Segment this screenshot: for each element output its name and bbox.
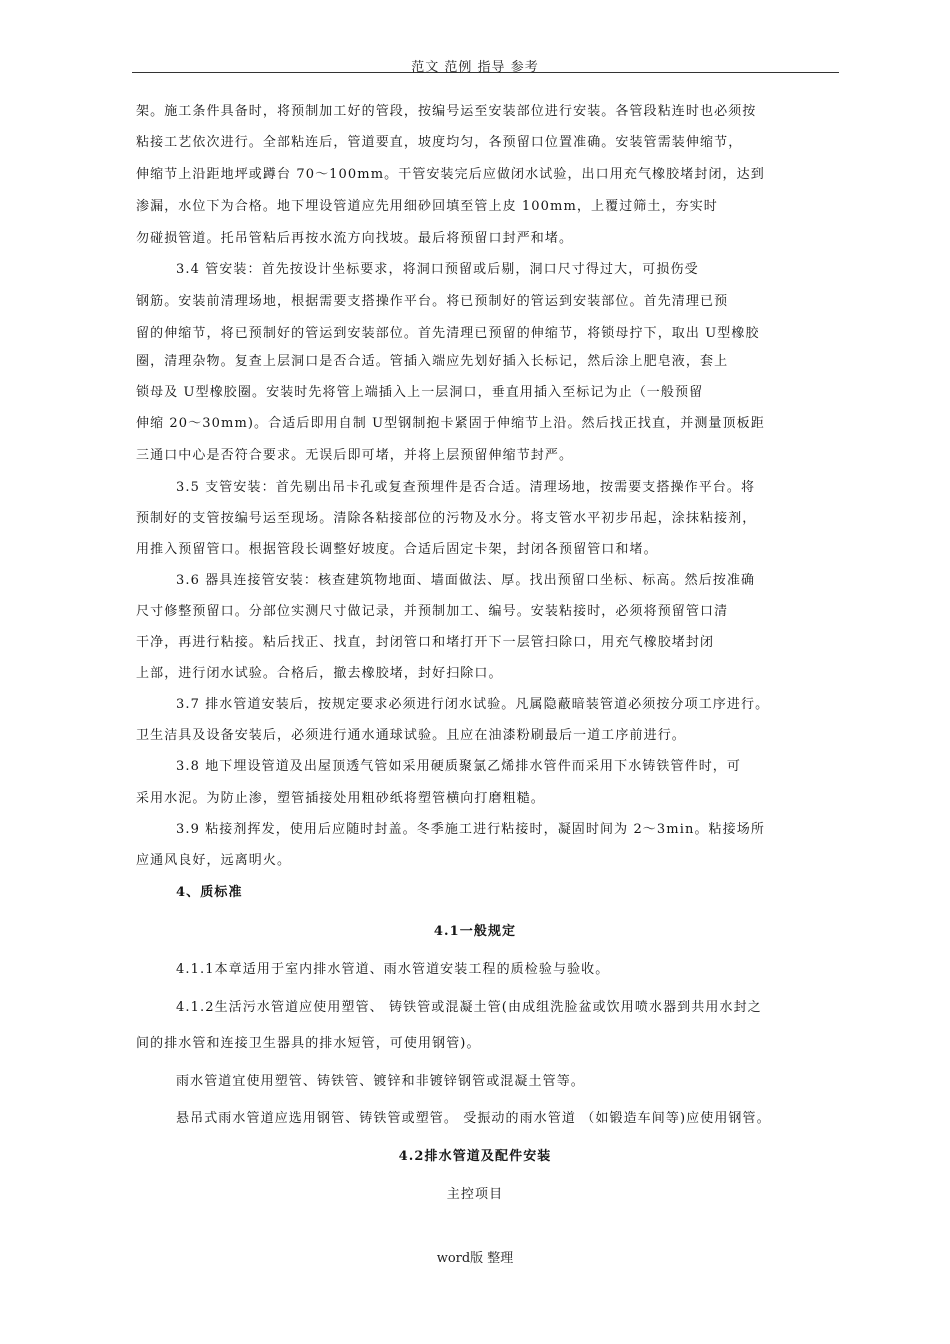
- text-line: 粘接工艺依次进行。全部粘连后，管道要直，坡度均匀，各预留口位置准确。安装管需装伸缩节，: [136, 135, 743, 150]
- text-line: 4.1.1本章适用于室内排水管道、雨水管道安装工程的质检验与验收。: [176, 962, 610, 977]
- text-line: 三通口中心是否符合要求。无误后即可堵，并将上层预留伸缩节封严。: [136, 448, 574, 463]
- text-line: 架。施工条件具备时，将预制加工好的管段，按编号运至安装部位进行安装。各管段粘连时也必须按: [136, 104, 757, 119]
- text-line: 雨水管道宜使用塑管、铸铁管、镀锌和非镀锌钢管或混凝土管等。: [176, 1074, 585, 1089]
- text-line: 锁母及 U型橡胶圈。安装时先将管上端插入上一层洞口，垂直用插入至标记为止（一般预留: [136, 385, 704, 400]
- text-line: 3.9 粘接剂挥发，使用后应随时封盖。冬季施工进行粘接时，凝固时间为 2～3min。粘接场所: [176, 822, 765, 837]
- text-line: 勿碰损管道。托吊管粘后再按水流方向找坡。最后将预留口封严和堵。: [136, 231, 574, 246]
- text-line: 伸缩节上沿距地坪或蹲台 70～100mm。干管安装完后应做闭水试验，出口用充气橡胶堵封闭，达到: [136, 167, 765, 182]
- text-line: 钢筋。安装前清理场地，根据需要支搭操作平台。将已预制好的管运到安装部位。首先清理已预: [136, 294, 729, 309]
- text-line: 3.5 支管安装：首先剔出吊卡孔或复查预埋件是否合适。清理场地，按需要支搭操作平台。将: [176, 480, 756, 495]
- text-line: 干净，再进行粘接。粘后找正、找直，封闭管口和堵打开下一层管扫除口，用充气橡胶堵封闭: [136, 635, 715, 650]
- subsection-label: 主控项目: [446, 1187, 504, 1202]
- text-line: 尺寸修整预留口。分部位实测尺寸做记录，并预制加工、编号。安装粘接时，必须将预留管口清: [136, 604, 729, 619]
- text-line: 卫生洁具及设备安装后，必须进行通水通球试验。且应在油漆粉刷最后一道工序前进行。: [136, 728, 686, 743]
- text-line: 留的伸缩节，将已预制好的管运到安装部位。首先清理已预留的伸缩节，将锁母拧下，取出 U型橡胶: [136, 326, 760, 341]
- text-line: 悬吊式雨水管道应选用钢管、铸铁管或塑管。 受振动的雨水管道 （如锻造车间等)应使用钢管。: [176, 1111, 771, 1126]
- text-line: 3.7 排水管道安装后，按规定要求必须进行闭水试验。凡属隐蔽暗装管道必须按分项工序进行。: [176, 697, 770, 712]
- text-line: 4.1.2生活污水管道应使用塑管、 铸铁管或混凝土管(由成组洗脸盆或饮用喷水器到共用水封之: [176, 1000, 762, 1015]
- page-footer: word版 整理: [436, 1251, 514, 1266]
- text-line: 应通风良好，远离明火。: [136, 853, 292, 868]
- text-line: 圈，清理杂物。复查上层洞口是否合适。管插入端应先划好插入长标记，然后涂上肥皂液，套上: [136, 354, 729, 369]
- text-line: 用推入预留管口。根据管段长调整好坡度。合适后固定卡架，封闭各预留管口和堵。: [136, 542, 658, 557]
- text-line: 间的排水管和连接卫生器具的排水短管，可使用钢管)。: [136, 1036, 481, 1051]
- page-header: 范文 范例 指导 参考: [411, 60, 539, 75]
- text-line: 采用水泥。为防止渗，塑管插接处用粗砂纸将塑管横向打磨粗糙。: [136, 791, 545, 806]
- text-line: 预制好的支管按编号运至现场。清除各粘接部位的污物及水分。将支管水平初步吊起，涂抹粘接剂，: [136, 511, 757, 526]
- subsection-heading: 4.2排水管道及配件安装: [398, 1149, 552, 1164]
- text-line: 上部，进行闭水试验。合格后，撤去橡胶堵，封好扫除口。: [136, 666, 503, 681]
- header-rule: [132, 72, 839, 73]
- text-line: 3.6 器具连接管安装：核查建筑物地面、墙面做法、厚。找出预留口坐标、标高。然后按准确: [176, 573, 756, 588]
- subsection-heading: 4.1一般规定: [433, 924, 517, 939]
- text-line: 渗漏，水位下为合格。地下埋设管道应先用细砂回填至管上皮 100mm，上覆过筛土，夯实时: [136, 199, 718, 214]
- text-line: 3.8 地下埋设管道及出屋顶透气管如采用硬质聚氯乙烯排水管件而采用下水铸铁管件时，可: [176, 759, 742, 774]
- text-line: 3.4 管安装：首先按设计坐标要求，将洞口预留或后剔，洞口尺寸得过大，可损伤受: [176, 262, 699, 277]
- text-line: 伸缩 20～30mm)。合适后即用自制 U型钢制抱卡紧固于伸缩节上沿。然后找正找直，并测量顶板距: [136, 416, 765, 431]
- section-heading: 4、质标准: [176, 885, 243, 900]
